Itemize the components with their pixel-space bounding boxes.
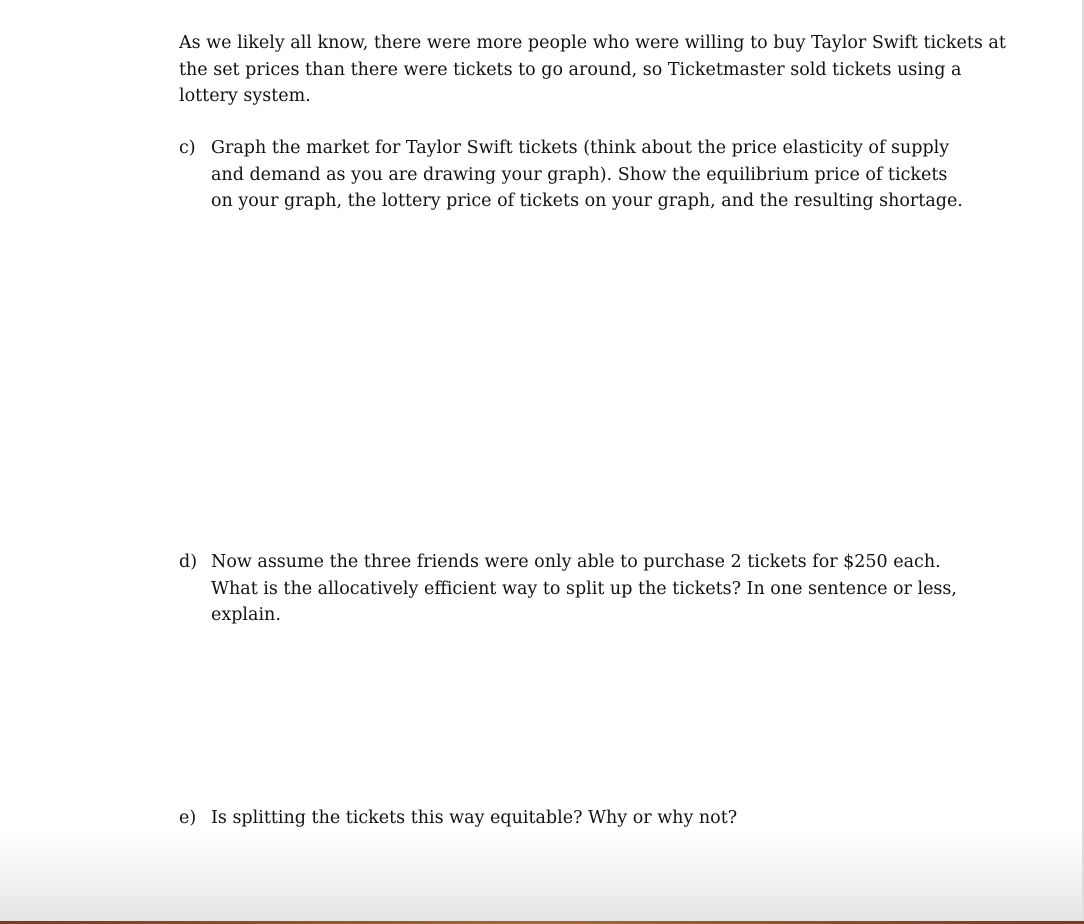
- page-bottom-shadow: [0, 834, 1084, 924]
- question-d-text: Now assume the three friends were only able to purchase 2 tickets for $250 each. What is the allocatively efficient way to split up the tickets? In one sentence or less, explain.: [211, 552, 957, 625]
- question-d: [179, 549, 989, 629]
- question-c: [179, 135, 969, 215]
- intro-paragraph: As we likely all know, there were more people who were willing to buy Taylor Swift tickets at the set prices than there were tickets to go around, so Ticketmaster sold tickets using a lottery system.: [179, 33, 1006, 106]
- question-e-text: Is splitting the tickets this way equitable? Why or why not?: [211, 808, 738, 828]
- question-e-label: e): [179, 808, 197, 828]
- question-c-label: c): [179, 138, 196, 158]
- question-e: [179, 805, 999, 832]
- question-d-label: d): [179, 552, 198, 572]
- question-c-text: Graph the market for Taylor Swift tickets (think about the price elasticity of supply and demand as you are drawing your graph). Show the equilibrium price of tickets on your graph, the lottery price of tickets on your graph, and the resulting shortage.: [211, 138, 963, 211]
